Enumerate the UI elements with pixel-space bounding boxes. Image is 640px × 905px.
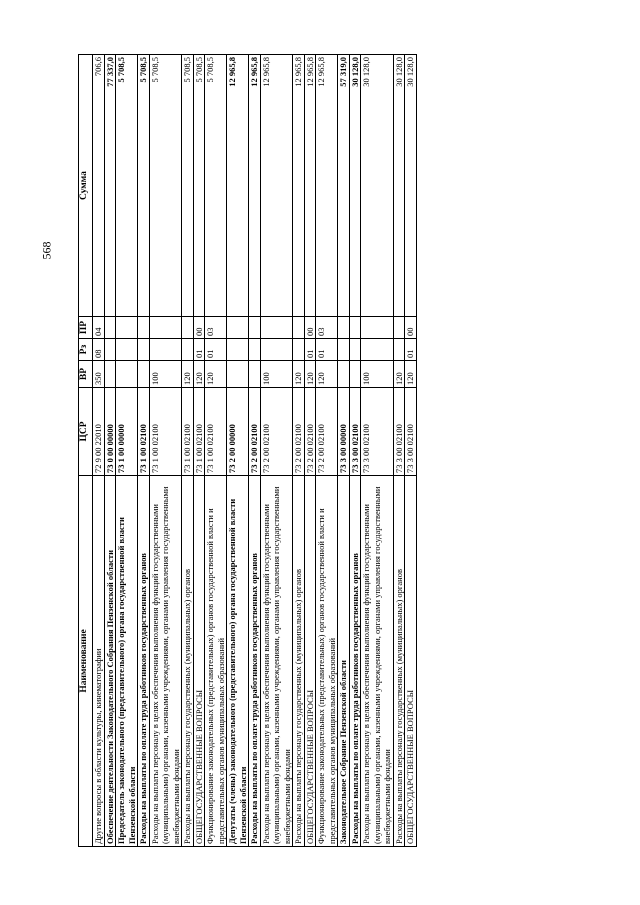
table-row [249,55,261,847]
cell-sum: 706,6 [93,55,105,317]
cell-pr: 03 [205,317,227,339]
cell-csr: 73 1 00 02100 [193,388,205,476]
table-row [93,55,105,847]
cell-vr [104,361,116,388]
cell-rz [338,339,350,361]
cell-pr [349,317,361,339]
cell-pr: 00 [304,317,316,339]
cell-sum: 5 708,5 [182,55,194,317]
cell-csr: 73 1 00 00000 [116,388,138,476]
cell-rz [349,339,361,361]
cell-csr: 73 2 00 02100 [304,388,316,476]
table-row [149,55,182,847]
table-row [193,55,205,847]
rotated-page [78,55,630,847]
cell-csr: 73 3 00 02100 [405,388,417,476]
cell-vr [227,361,249,388]
cell-pr: 00 [405,317,417,339]
cell-csr: 73 2 00 02100 [260,388,293,476]
cell-rz [260,339,293,361]
cell-pr [104,317,116,339]
table-row [205,55,227,847]
cell-pr: 03 [316,317,338,339]
rotated-content [78,55,630,847]
table-row [316,55,338,847]
table-row [304,55,316,847]
cell-name: Функционирование законодательных (представительных) органов государственной власти и представительных органов муниципальных образований [205,476,227,847]
table-row [349,55,361,847]
cell-rz [182,339,194,361]
cell-sum: 12 965,8 [227,55,249,317]
cell-name: ОБЩЕГОСУДАРСТВЕННЫЕ ВОПРОСЫ [193,476,205,847]
cell-vr [349,361,361,388]
cell-sum: 5 708,5 [116,55,138,317]
cell-pr [227,317,249,339]
cell-sum: 30 128,0 [361,55,394,317]
cell-sum: 12 965,8 [260,55,293,317]
cell-rz [116,339,138,361]
table-row [182,55,194,847]
cell-sum: 5 708,5 [193,55,205,317]
cell-pr [249,317,261,339]
table-row [227,55,249,847]
cell-csr: 73 1 00 02100 [182,388,194,476]
page-number: 568 [39,241,54,260]
budget-table [78,54,417,847]
cell-vr: 120 [393,361,405,388]
cell-name: Другие вопросы в области культуры, кинематографии [93,476,105,847]
table-body [93,55,417,847]
cell-sum: 57 319,0 [338,55,350,317]
cell-vr: 120 [193,361,205,388]
cell-name: Расходы на выплаты персоналу в целях обеспечения выполнения функций государственными (муниципальными) органами, казенными учреждениями, органами управления государственными внебюджетными фондами [149,476,182,847]
cell-csr: 73 2 00 02100 [293,388,305,476]
cell-name: Расходы на выплаты по оплате труда работников государственных органов [249,476,261,847]
cell-pr [260,317,293,339]
cell-sum: 5 708,5 [138,55,150,317]
cell-pr [116,317,138,339]
cell-name: Расходы на выплаты персоналу в целях обеспечения выполнения функций государственными (муниципальными) органами, казенными учреждениями, органами управления государственными внебюджетными фондами [260,476,293,847]
cell-name: Расходы на выплаты по оплате труда работников государственных органов [349,476,361,847]
table-row [361,55,394,847]
header-name: Наименование [79,476,93,847]
cell-csr: 73 2 00 02100 [249,388,261,476]
cell-name: Расходы на выплаты персоналу государственных (муниципальных) органов [293,476,305,847]
cell-csr: 73 2 00 00000 [227,388,249,476]
cell-vr: 120 [405,361,417,388]
cell-pr [182,317,194,339]
cell-rz [104,339,116,361]
cell-pr [138,317,150,339]
cell-sum: 30 128,0 [349,55,361,317]
cell-rz [393,339,405,361]
cell-vr [116,361,138,388]
cell-rz: 01 [405,339,417,361]
header-csr: ЦСР [79,388,93,476]
cell-vr: 100 [361,361,394,388]
table-row [405,55,417,847]
cell-rz [138,339,150,361]
cell-name: Законодательное Собрание Пензенской области [338,476,350,847]
cell-rz: 01 [316,339,338,361]
cell-rz [361,339,394,361]
cell-sum: 30 128,0 [405,55,417,317]
cell-name: Расходы на выплаты персоналу государственных (муниципальных) органов [393,476,405,847]
cell-rz: 01 [193,339,205,361]
cell-rz: 08 [93,339,105,361]
header-pr: ПР [79,317,93,339]
cell-name: Обеспечение деятельности Законодательного Собрания Пензенской области [104,476,116,847]
cell-csr: 73 3 00 02100 [361,388,394,476]
cell-rz: 01 [205,339,227,361]
cell-sum: 12 965,8 [293,55,305,317]
cell-name: ОБЩЕГОСУДАРСТВЕННЫЕ ВОПРОСЫ [304,476,316,847]
cell-csr: 73 1 00 02100 [149,388,182,476]
cell-vr: 120 [304,361,316,388]
cell-csr: 72 9 00 22010 [93,388,105,476]
table-header-row [79,55,93,847]
header-sum: Сумма [79,55,93,317]
cell-csr: 73 0 00 00000 [104,388,116,476]
cell-name: Функционирование законодательных (представительных) органов государственной власти и представительных органов муниципальных образований [316,476,338,847]
header-vr: ВР [79,361,93,388]
cell-rz [249,339,261,361]
cell-name: Расходы на выплаты персоналу в целях обеспечения выполнения функций государственными (муниципальными) органами, казенными учреждениями, органами управления государственными внебюджетными фондами [361,476,394,847]
cell-vr: 100 [260,361,293,388]
cell-name: ОБЩЕГОСУДАРСТВЕННЫЕ ВОПРОСЫ [405,476,417,847]
cell-name: Расходы на выплаты персоналу государственных (муниципальных) органов [182,476,194,847]
header-rz: Рз [79,339,93,361]
cell-pr [149,317,182,339]
cell-rz [227,339,249,361]
cell-pr [293,317,305,339]
cell-csr: 73 2 00 02100 [316,388,338,476]
cell-vr [138,361,150,388]
table-row [138,55,150,847]
cell-csr: 73 1 00 02100 [205,388,227,476]
cell-sum: 12 965,8 [316,55,338,317]
cell-pr [393,317,405,339]
cell-pr [338,317,350,339]
cell-vr: 100 [149,361,182,388]
cell-pr [361,317,394,339]
cell-vr: 120 [293,361,305,388]
table-row [260,55,293,847]
cell-csr: 73 3 00 02100 [393,388,405,476]
cell-csr: 73 1 00 02100 [138,388,150,476]
cell-sum: 5 708,5 [205,55,227,317]
cell-rz: 01 [304,339,316,361]
table-row [393,55,405,847]
cell-vr [338,361,350,388]
table-row [116,55,138,847]
cell-rz [149,339,182,361]
cell-sum: 12 965,8 [304,55,316,317]
cell-vr: 120 [182,361,194,388]
table-row [104,55,116,847]
cell-rz [293,339,305,361]
cell-pr: 00 [193,317,205,339]
cell-vr: 350 [93,361,105,388]
cell-pr: 04 [93,317,105,339]
cell-name: Расходы на выплаты по оплате труда работников государственных органов [138,476,150,847]
cell-sum: 5 708,5 [149,55,182,317]
cell-csr: 73 3 00 00000 [338,388,350,476]
cell-sum: 77 337,0 [104,55,116,317]
table-row [293,55,305,847]
cell-name: Депутаты (члены) законодательного (представительного) органа государственной власти Пензенской области [227,476,249,847]
table-row [338,55,350,847]
cell-sum: 12 965,8 [249,55,261,317]
cell-vr: 120 [316,361,338,388]
cell-sum: 30 128,0 [393,55,405,317]
cell-csr: 73 3 00 02100 [349,388,361,476]
cell-vr [249,361,261,388]
cell-name: Председатель законодательного (представительного) органа государственной власти Пензенской области [116,476,138,847]
cell-vr: 120 [205,361,227,388]
